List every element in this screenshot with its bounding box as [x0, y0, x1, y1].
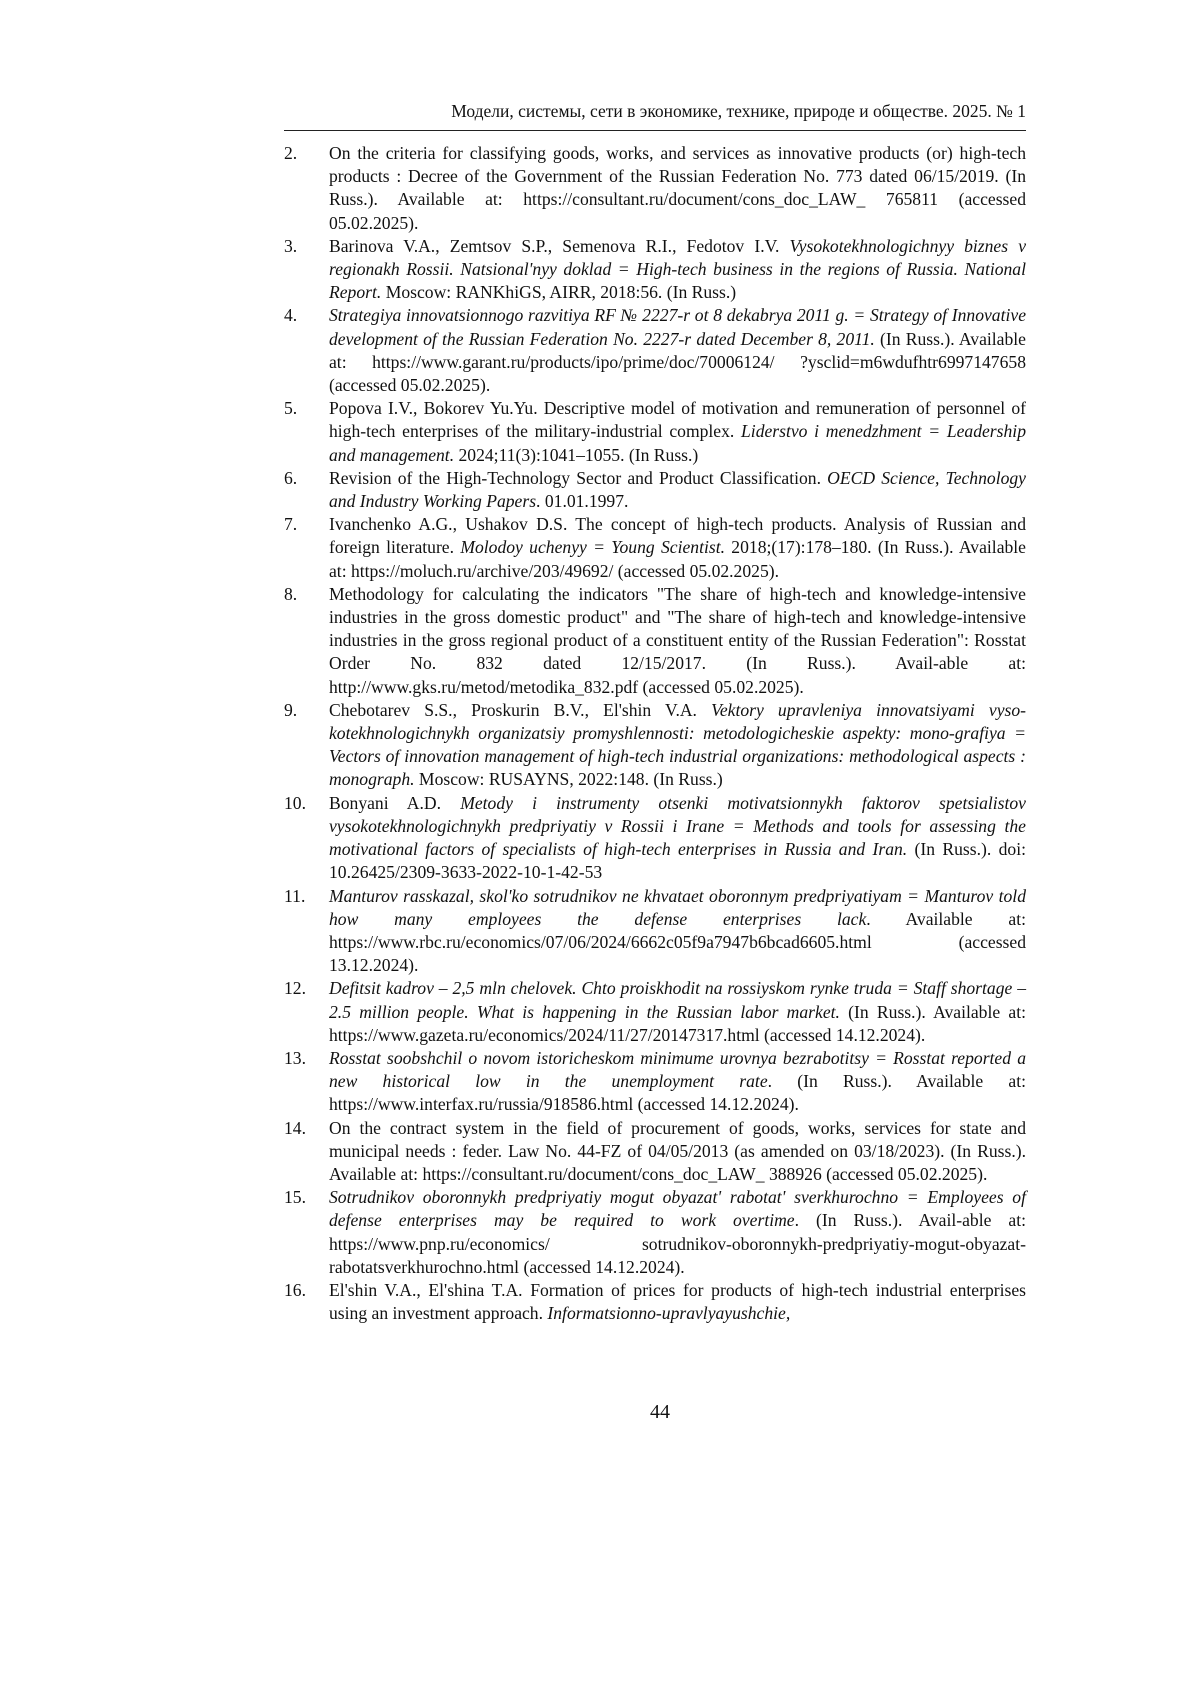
reference-title-italic: Vysokotekhnologichnyy biznes v regionakh Rossii. Natsional'nyy doklad = High-tech business in the regions of Russia. National Report. [329, 235, 1026, 303]
reference-text-segment: (In Russ.). Available at: https://www.garant.ru/products/ipo/prime/doc/70006124/ ?ysclid=m6wdufhtr6997147658 (accessed 05.02.2025). [329, 328, 1026, 396]
reference-text [329, 583, 1026, 699]
reference-text-segment: . (In Russ.). Available at: https://www.interfax.ru/russia/918586.html (accessed 14.12.2024). [329, 1071, 1027, 1115]
reference-text-segment: 2018;(17):178–180. (In Russ.). Available at: https://moluch.ru/archive/203/49692/ (accessed 05.02.2025). [329, 537, 1026, 581]
running-header: Модели, системы, сети в экономике, технике, природе и обществе. 2025. № 1 [451, 101, 1026, 121]
reference-number: 6. [284, 467, 298, 488]
reference-text [329, 467, 1026, 513]
reference-item [284, 1047, 1026, 1117]
reference-text [329, 304, 1026, 397]
reference-item [284, 977, 1026, 1047]
reference-number: 16. [284, 1279, 306, 1300]
reference-number: 5. [284, 398, 298, 419]
reference-text-segment: Methodology for calculating the indicators "The share of high-tech and knowledge-intensive industries in the gross domestic product" and "The share of high-tech and knowledge-intensive industries in the gross regional product of a constituent entity of the Russian Federation": Rosstat Order No. 832 dated 12/15/2017. (In Russ.). Avail-able at: http://www.gks.ru/metod/metodika_832.pdf (accessed 05.02.2025). [329, 583, 1026, 697]
reference-text-segment: Barinova V.A., Zemtsov S.P., Semenova R.I., Fedotov I.V. [329, 235, 790, 256]
reference-item [284, 513, 1026, 583]
reference-text-segment: (In Russ.). doi: 10.26425/2309-3633-2022-10-1-42-53 [329, 839, 1026, 883]
reference-text-segment: On the contract system in the field of procurement of goods, works, services for state and municipal needs : feder. Law No. 44-FZ of 04/05/2013 (as amended on 03/18/2023). (In Russ.). Available at: https://consultant.ru/document/cons_doc_LAW_ 388926 (accessed 05.02.2025). [329, 1117, 1026, 1184]
reference-number: 3. [284, 235, 298, 256]
reference-item [284, 699, 1026, 792]
reference-item [284, 1186, 1026, 1279]
reference-text [329, 977, 1026, 1047]
reference-text [329, 1186, 1026, 1279]
reference-item [284, 397, 1026, 467]
reference-text [329, 1117, 1026, 1187]
reference-text-segment: On the criteria for classifying goods, works, and services as innovative products (or) high-tech products : Decree of the Government of the Russian Federation No. 773 dated 06/15/2019. (In Russ.). Available at: https://consultant.ru/document/cons_doc_LAW_ 765811 (accessed 05.02.2025). [329, 143, 1026, 233]
reference-title-italic: Strategiya innovatsionnogo razvitiya RF № 2227-r ot 8 dekabrya 2011 g. = Strategy of Innovative development of the Russian Federation No. 2227-r dated December 8, 2011. [329, 305, 1026, 349]
reference-text-segment: Bonyani A.D. [329, 792, 461, 813]
reference-number: 4. [284, 305, 298, 326]
reference-text [329, 699, 1026, 792]
reference-item [284, 583, 1026, 699]
reference-item [284, 885, 1026, 978]
reference-text-segment: . Available at: https://www.rbc.ru/economics/07/06/2024/6662c05f9a7947b6bcad6605.html (accessed 13.12.2024). [329, 908, 1026, 976]
reference-text-segment: 2024;11(3):1041–1055. (In Russ.) [454, 444, 699, 465]
reference-title-italic: Sotrudnikov oboronnykh predpriyatiy mogut obyazat' rabotat' sverkhurochno = Employees of defense enterprises may be required to work overtime [329, 1187, 1026, 1231]
reference-text-segment: Chebotarev S.S., Proskurin B.V., El'shin V.A. [329, 699, 712, 720]
reference-item [284, 792, 1026, 885]
reference-text-segment: El'shin V.A., El'shina T.A. Formation of prices for products of high-tech industrial enterprises using an investment approach. [329, 1279, 1026, 1324]
reference-number: 9. [284, 699, 298, 720]
reference-item [284, 1117, 1026, 1187]
reference-text [329, 1047, 1026, 1117]
reference-text-segment: Ivanchenko A.G., Ushakov D.S. The concept of high-tech products. Analysis of Russian and foreign literature. [329, 514, 1026, 558]
reference-item [284, 235, 1026, 305]
reference-text-segment: (In Russ.). Available at: https://www.gazeta.ru/economics/2024/11/27/20147317.html (accessed 14.12.2024). [329, 1001, 1026, 1045]
reference-text-segment: Moscow: RUSAYNS, 2022:148. (In Russ.) [414, 769, 723, 790]
reference-list [284, 142, 1026, 1325]
reference-text-segment: Moscow: RANKhiGS, AIRR, 2018:56. (In Russ.) [381, 282, 737, 303]
reference-item [284, 467, 1026, 513]
reference-title-italic: OECD Science, Technology and Industry Working Papers [329, 467, 1026, 512]
reference-text [329, 513, 1026, 583]
reference-text-segment: . 01.01.1997. [536, 491, 629, 512]
reference-text-segment: . (In Russ.). Avail-able at: https://www.pnp.ru/economics/ sotrudnikov-oboronnykh-predpriyatiy-mogut-obyazat-rabotatsverkhurochno.html (accessed 14.12.2024). [329, 1210, 1027, 1277]
reference-text-segment: Popova I.V., Bokorev Yu.Yu. Descriptive model of motivation and remuneration of personnel of high-tech enterprises of the military-industrial complex. [329, 398, 1026, 442]
reference-text [329, 1279, 1026, 1325]
reference-number: 8. [284, 583, 298, 604]
reference-number: 2. [284, 143, 298, 163]
reference-item [284, 304, 1026, 397]
reference-number: 10. [284, 792, 306, 813]
reference-item [284, 142, 1026, 235]
reference-number: 13. [284, 1047, 306, 1068]
reference-number: 15. [284, 1187, 306, 1208]
reference-text [329, 397, 1026, 467]
reference-number: 11. [284, 885, 306, 906]
reference-title-italic: Metody i instrumenty otsenki motivatsionnykh faktorov spetsialistov vysokotekhnologichnykh predpriyatiy v Rossii i Irane = Methods and tools for assessing the motivational factors of specialists of high-tech enterprises in Russia and Iran. [329, 792, 1026, 860]
reference-number: 14. [284, 1117, 306, 1138]
reference-title-italic: Vektory upravleniya innovatsiyami vyso-kotekhnologichnykh organizatsiy promyshlennosti: metodologicheskie aspekty: mono-grafiya = Vectors of innovation management of high-tech industrial organizations: methodological aspects : monograph. [329, 699, 1026, 790]
reference-item [284, 1279, 1026, 1325]
reference-number: 7. [284, 514, 298, 535]
reference-number: 12. [284, 978, 306, 999]
reference-text [329, 235, 1026, 305]
reference-title-italic: Liderstvo i menedzhment = Leadership and management. [329, 421, 1026, 465]
header-divider [284, 130, 1026, 131]
reference-text [329, 792, 1026, 885]
reference-text [329, 142, 1026, 235]
reference-text [329, 885, 1026, 978]
reference-title-italic: Defitsit kadrov – 2,5 mln chelovek. Chto proiskhodit na rossiyskom rynke truda = Staff shortage – 2.5 million people. What is happening in the Russian labor market. [329, 978, 1026, 1022]
page-number: 44 [650, 1401, 670, 1423]
reference-title-italic: Rosstat soobshchil o novom istoricheskom minimume urovnya bezrabotitsy = Rosstat reported a new historical low in the unemployment rate [329, 1047, 1026, 1092]
reference-title-italic: Molodoy uchenyy = Young Scientist. [460, 537, 725, 558]
reference-title-italic: Manturov rasskazal, skol'ko sotrudnikov ne khvataet oboronnym predpriyatiyam = Manturov told how many employees the defense enterprises lack [329, 885, 1026, 929]
reference-text-segment: Revision of the High-Technology Sector and Product Classification. [329, 467, 828, 488]
reference-title-italic: Informatsionno-upravlyayushchie, [547, 1303, 791, 1324]
